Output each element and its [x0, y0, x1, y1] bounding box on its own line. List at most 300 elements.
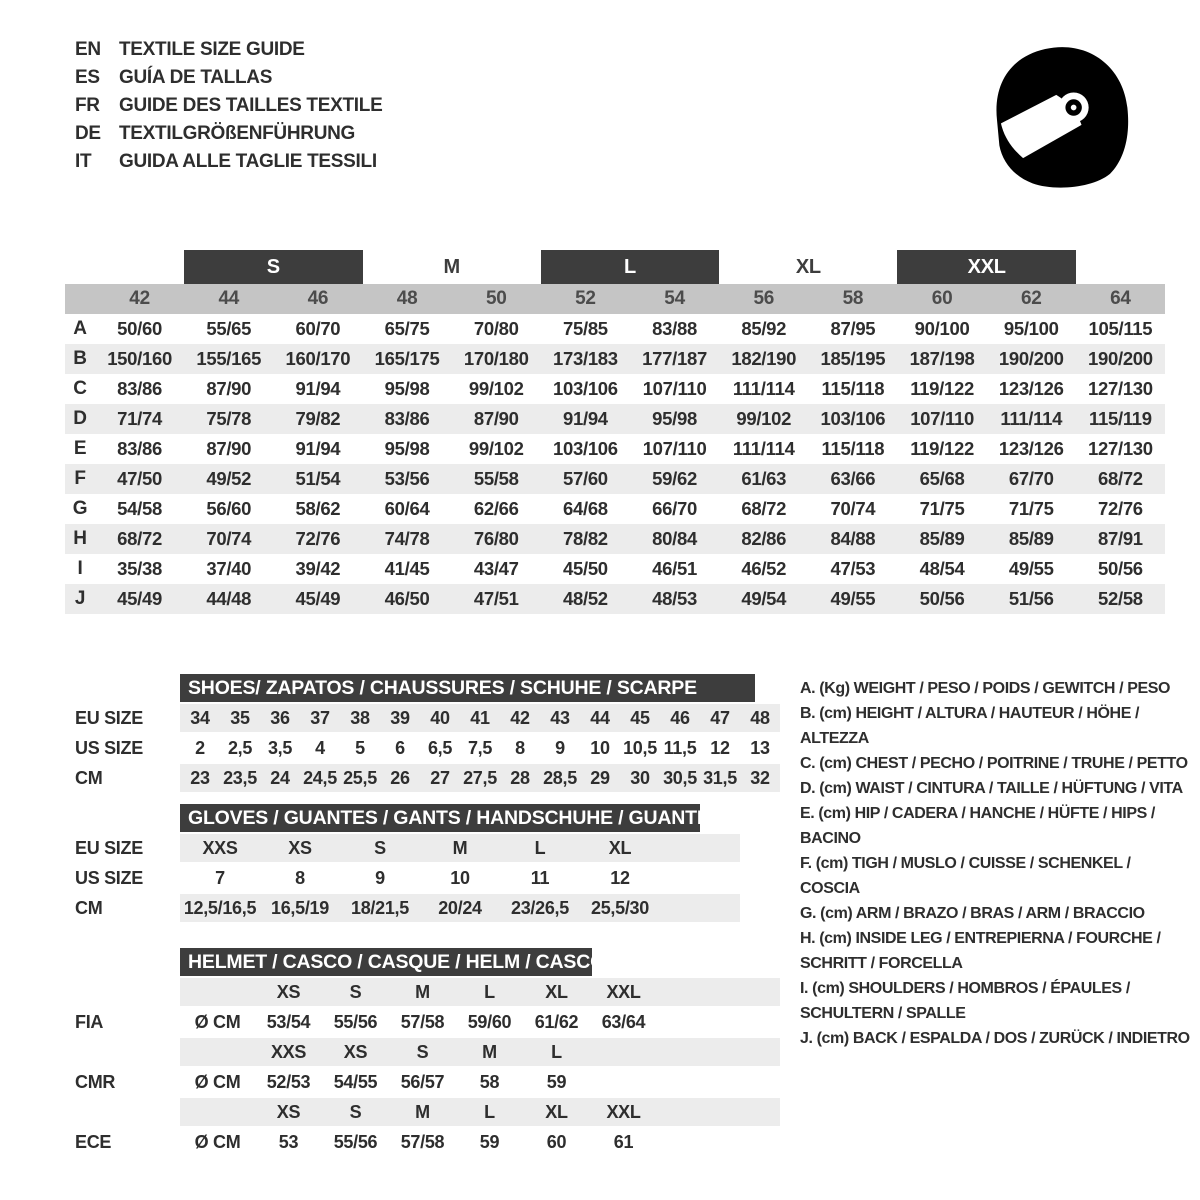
measurement-value: 67/70 [1008, 468, 1054, 489]
shoe-size-value: 8 [515, 737, 525, 758]
helmet-size-value: 60 [546, 1131, 567, 1152]
value-strip [180, 1128, 780, 1156]
helmet-size-value: 54/55 [333, 1071, 378, 1092]
shoe-size-value: 26 [390, 767, 410, 788]
language-title: GUIDA ALLE TAGLIE TESSILI [119, 151, 377, 172]
measurement-value: 46/51 [652, 558, 697, 579]
measurement-value: 70/74 [830, 498, 876, 519]
row-label: CM [75, 897, 103, 918]
helmet-size-label: XS [276, 981, 301, 1002]
shoe-size-value: 10,5 [623, 737, 657, 758]
legend-item: F. (cm) TIGH / MUSLO / CUISSE / SCHENKEL / COSCIA [800, 855, 1131, 897]
measurement-value: 103/106 [820, 408, 886, 429]
helmet-size-label: XS [343, 1041, 368, 1062]
helmet-size-label: XXS [270, 1041, 307, 1062]
measurement-value: 87/90 [473, 408, 519, 429]
measurement-value: 49/55 [1008, 558, 1054, 579]
measurement-value: 87/90 [206, 438, 252, 459]
value-strip [180, 864, 740, 892]
helmet-size-label: S [416, 1041, 429, 1062]
shoe-size-value: 7,5 [467, 737, 493, 758]
helmet-size-value: 57/58 [400, 1011, 445, 1032]
shoe-size-value: 13 [750, 737, 770, 758]
size-row [75, 834, 740, 862]
measurement-value: 165/175 [374, 348, 440, 369]
measurement-value: 50/60 [117, 318, 162, 339]
measurement-row-h [65, 524, 1165, 554]
helmet-sizes-row [75, 978, 780, 1006]
measurement-value: 99/102 [736, 408, 792, 429]
measurement-value: 83/86 [117, 438, 162, 459]
measurement-value: 90/100 [914, 318, 970, 339]
measurement-value: 76/80 [473, 528, 519, 549]
shoes-section-header: SHOES/ ZAPATOS / CHAUSSURES / SCHUHE / SCARPE [180, 674, 755, 702]
helmet-size-value: 57/58 [400, 1131, 445, 1152]
measurement-value: 80/84 [652, 528, 697, 549]
legend-item: I. (cm) SHOULDERS / HOMBROS / ÉPAULES / SCHULTERN / SPALLE [800, 980, 1130, 1022]
measurement-value: 49/55 [830, 588, 876, 609]
size-number: 46 [307, 288, 329, 309]
size-group-m: M [443, 256, 460, 278]
measurement-value: 119/122 [910, 378, 974, 399]
glove-size-value: 25,5/30 [591, 897, 649, 918]
gloves-size-table [75, 804, 740, 924]
language-code: IT [75, 151, 92, 172]
helmet-size-label: M [415, 981, 430, 1002]
numeric-size-header-row [65, 284, 1165, 314]
helmet-size-label: M [482, 1041, 497, 1062]
size-number: 64 [1110, 288, 1131, 309]
helmet-values-row [75, 1128, 780, 1156]
size-number: 54 [664, 288, 685, 309]
measurement-value: 79/82 [295, 408, 341, 429]
size-row [75, 734, 780, 762]
helmet-size-label: S [349, 981, 362, 1002]
helmet-size-label: XXL [606, 1101, 641, 1122]
measurement-value: 87/90 [206, 378, 252, 399]
row-label: A [73, 318, 87, 339]
helmet-size-label: XL [545, 1101, 568, 1122]
measurement-value: 44/48 [206, 588, 252, 609]
size-group-header-row [65, 250, 1165, 284]
size-number: 44 [218, 288, 240, 309]
standard-label: ECE [75, 1131, 112, 1152]
legend-item: E. (cm) HIP / CADERA / HANCHE / HÜFTE / HIPS / BACINO [800, 805, 1155, 847]
size-row [75, 894, 740, 922]
glove-size-value: 20/24 [438, 897, 482, 918]
measurement-value: 74/78 [384, 528, 430, 549]
helmet-size-label: XXL [606, 981, 641, 1002]
value-strip [180, 894, 740, 922]
glove-size-value: S [374, 837, 386, 858]
measurement-value: 46/52 [741, 558, 787, 579]
measurement-row-c [65, 374, 1165, 404]
helmet-size-value: 52/53 [266, 1071, 311, 1092]
measurement-value: 47/53 [830, 558, 876, 579]
language-title-list [75, 36, 382, 176]
standard-label: FIA [75, 1011, 104, 1032]
textile-size-table [65, 250, 1165, 614]
size-number: 58 [842, 288, 864, 309]
measurement-value: 54/58 [117, 498, 162, 519]
measurement-row-i [65, 554, 1165, 584]
measurement-value: 82/86 [741, 528, 787, 549]
helmet-size-label: XL [545, 981, 568, 1002]
measurement-value: 51/54 [295, 468, 341, 489]
row-label: J [74, 588, 86, 609]
measurement-value: 85/92 [741, 318, 787, 339]
shoe-size-value: 38 [350, 707, 370, 728]
shoe-size-value: 48 [750, 707, 770, 728]
language-code: DE [75, 123, 101, 144]
legend-item: C. (cm) CHEST / PECHO / POITRINE / TRUHE / PETTO [800, 755, 1188, 772]
measurement-value: 99/102 [468, 378, 524, 399]
helmet-size-value: 55/56 [333, 1131, 378, 1152]
measurement-value: 39/42 [295, 558, 341, 579]
measurement-value: 55/65 [206, 318, 252, 339]
measurement-value: 123/126 [998, 438, 1064, 459]
shoe-size-value: 5 [355, 737, 365, 758]
shoe-size-value: 47 [710, 707, 730, 728]
measurement-value: 48/53 [652, 588, 697, 609]
shoe-size-value: 41 [470, 707, 490, 728]
measurement-value: 41/45 [384, 558, 430, 579]
measurement-value: 72/76 [295, 528, 341, 549]
legend-item: J. (cm) BACK / ESPALDA / DOS / ZURÜCK / INDIETRO [800, 1030, 1190, 1047]
legend-item: G. (cm) ARM / BRAZO / BRAS / ARM / BRACCIO [800, 905, 1145, 922]
measurement-value: 83/86 [117, 378, 162, 399]
measurement-value: 150/160 [107, 348, 172, 369]
shoe-size-value: 35 [230, 707, 250, 728]
glove-size-value: 12 [610, 867, 630, 888]
measurement-value: 155/165 [196, 348, 262, 369]
measurement-row-a [65, 314, 1165, 344]
helmet-size-value: 59 [479, 1131, 500, 1152]
measurement-value: 66/70 [652, 498, 697, 519]
measurement-value: 45/50 [563, 558, 608, 579]
measurement-row-d [65, 404, 1165, 434]
glove-size-value: 7 [215, 867, 225, 888]
size-group-s: S [184, 250, 362, 284]
measurement-value: 111/114 [732, 378, 795, 399]
value-strip [180, 834, 740, 862]
row-label: US SIZE [75, 737, 143, 758]
glove-size-value: 8 [295, 867, 305, 888]
helmet-size-value: 63/64 [601, 1011, 646, 1032]
measurement-value: 119/122 [910, 438, 974, 459]
row-label: CM [75, 767, 103, 788]
measurement-value: 68/72 [1098, 468, 1143, 489]
measurement-value: 37/40 [206, 558, 252, 579]
measurement-value: 63/66 [830, 468, 876, 489]
measurement-value: 177/187 [642, 348, 707, 369]
shoe-size-value: 9 [555, 737, 565, 758]
language-row [75, 92, 382, 120]
shoe-size-value: 29 [590, 767, 610, 788]
measurement-value: 45/49 [295, 588, 341, 609]
glove-size-value: 9 [375, 867, 385, 888]
shoe-size-value: 34 [190, 707, 210, 728]
row-label: D [73, 408, 87, 429]
measurement-row-j [65, 584, 1165, 614]
shoe-size-value: 6 [395, 737, 405, 758]
measurement-value: 56/60 [206, 498, 252, 519]
measurement-value: 65/75 [384, 318, 430, 339]
language-code: FR [75, 95, 100, 116]
size-number: 42 [129, 288, 150, 309]
measurement-value: 185/195 [820, 348, 886, 369]
measurement-value: 51/56 [1008, 588, 1054, 609]
measurement-value: 115/119 [1089, 408, 1152, 429]
row-label: C [73, 378, 87, 399]
measurement-value: 49/52 [206, 468, 252, 489]
helmet-size-value: 53/54 [266, 1011, 311, 1032]
diameter-unit-label: Ø CM [194, 1071, 241, 1092]
shoe-size-value: 27 [430, 767, 450, 788]
measurement-value: 107/110 [910, 408, 974, 429]
glove-size-value: 18/21,5 [351, 897, 409, 918]
measurement-value: 103/106 [553, 438, 618, 459]
racing-helmet-icon [982, 38, 1140, 196]
shoe-size-value: 24 [270, 767, 290, 788]
measurement-value: 62/66 [473, 498, 519, 519]
legend-item: H. (cm) INSIDE LEG / ENTREPIERNA / FOURCHE / SCHRITT / FORCELLA [800, 930, 1161, 972]
helmet-size-label: S [349, 1101, 362, 1122]
helmet-sizes-row [75, 1098, 780, 1126]
language-code: ES [75, 67, 100, 88]
measurement-row-b [65, 344, 1165, 374]
measurement-value: 187/198 [909, 348, 975, 369]
shoe-size-value: 46 [670, 707, 690, 728]
shoe-size-value: 28,5 [543, 767, 577, 788]
helmet-size-value: 61 [613, 1131, 634, 1152]
measurement-value: 105/115 [1088, 318, 1153, 339]
size-number: 60 [931, 288, 953, 309]
helmet-size-label: L [484, 981, 495, 1002]
language-title: GUIDE DES TAILLES TEXTILE [119, 95, 383, 116]
helmet-size-table [75, 948, 780, 1158]
measurement-value: 47/51 [473, 588, 519, 609]
diameter-unit-label: Ø CM [194, 1011, 241, 1032]
helmet-size-label: L [484, 1101, 495, 1122]
measurement-value: 111/114 [732, 438, 795, 459]
measurement-value: 107/110 [642, 378, 707, 399]
size-strip [180, 1098, 780, 1126]
measurement-value: 70/74 [206, 528, 252, 549]
size-group-l: L [541, 250, 719, 284]
helmet-sizes-row [75, 1038, 780, 1066]
size-group-xxl: XXL [897, 250, 1075, 284]
measurement-value: 83/86 [384, 408, 430, 429]
shoe-size-value: 12 [710, 737, 730, 758]
shoe-size-value: 43 [550, 707, 570, 728]
shoe-size-value: 24,5 [303, 767, 337, 788]
helmet-size-value: 55/56 [333, 1011, 378, 1032]
gloves-section-header: GLOVES / GUANTES / GANTS / HANDSCHUHE / GUANTI [180, 804, 700, 832]
shoe-size-value: 36 [270, 707, 290, 728]
helmet-size-label: XS [276, 1101, 301, 1122]
measurement-value: 103/106 [553, 378, 618, 399]
shoe-size-value: 30,5 [663, 767, 697, 788]
diameter-unit-label: Ø CM [194, 1131, 241, 1152]
size-number: 62 [1020, 288, 1042, 309]
measurement-value: 57/60 [563, 468, 608, 489]
language-row [75, 120, 382, 148]
row-label: G [72, 498, 88, 519]
measurement-row-g [65, 494, 1165, 524]
measurement-value: 115/118 [821, 438, 885, 459]
language-title: TEXTILGRÖßENFÜHRUNG [119, 123, 356, 144]
shoe-size-value: 23,5 [223, 767, 257, 788]
helmet-size-label: L [551, 1041, 562, 1062]
glove-size-value: 23/26,5 [511, 897, 569, 918]
value-strip [180, 1068, 780, 1096]
size-strip [180, 1038, 780, 1066]
shoe-size-value: 27,5 [463, 767, 497, 788]
measurement-value: 85/89 [919, 528, 965, 549]
shoe-size-value: 23 [190, 767, 210, 788]
measurement-value: 87/91 [1098, 528, 1143, 549]
measurement-value: 53/56 [384, 468, 430, 489]
size-number: 56 [753, 288, 775, 309]
size-row [75, 764, 780, 792]
helmet-size-value: 59 [546, 1071, 567, 1092]
measurement-value: 95/98 [384, 438, 430, 459]
measurement-value: 71/74 [117, 408, 162, 429]
measurement-value: 60/70 [295, 318, 341, 339]
glove-size-value: XS [288, 837, 312, 858]
glove-size-value: 12,5/16,5 [183, 897, 257, 918]
measurement-rows [65, 314, 1165, 614]
shoe-size-value: 32 [750, 767, 770, 788]
measurement-value: 87/95 [830, 318, 876, 339]
measurement-row-f [65, 464, 1165, 494]
language-row [75, 64, 382, 92]
measurement-value: 127/130 [1088, 438, 1153, 459]
shoe-size-value: 4 [315, 737, 325, 758]
measurement-value: 64/68 [563, 498, 608, 519]
measurement-value: 190/200 [998, 348, 1064, 369]
measurement-value: 111/114 [1000, 408, 1063, 429]
shoe-size-value: 42 [510, 707, 530, 728]
measurement-value: 78/82 [563, 528, 608, 549]
language-title: GUÍA DE TALLAS [119, 67, 273, 88]
measurement-row-e [65, 434, 1165, 464]
measurement-value: 182/190 [731, 348, 797, 369]
helmet-size-value: 56/57 [400, 1071, 445, 1092]
size-row [75, 704, 780, 732]
measurement-value: 91/94 [295, 378, 341, 399]
measurement-value: 71/75 [919, 498, 965, 519]
language-title: TEXTILE SIZE GUIDE [119, 39, 305, 60]
helmet-size-value: 53 [278, 1131, 299, 1152]
shoe-size-value: 6,5 [427, 737, 453, 758]
measurement-value: 123/126 [998, 378, 1064, 399]
measurement-value: 95/98 [384, 378, 430, 399]
glove-size-value: 11 [530, 867, 550, 888]
measurement-legend [800, 676, 1192, 1051]
measurement-value: 65/68 [919, 468, 965, 489]
size-number: 48 [396, 288, 418, 309]
measurement-value: 49/54 [741, 588, 787, 609]
measurement-value: 52/58 [1098, 588, 1143, 609]
shoe-size-value: 39 [390, 707, 410, 728]
size-number: 50 [485, 288, 507, 309]
shoe-size-value: 11,5 [663, 737, 697, 758]
glove-size-value: M [452, 837, 468, 858]
measurement-value: 45/49 [117, 588, 162, 609]
shoe-size-value: 30 [630, 767, 650, 788]
measurement-value: 48/54 [919, 558, 965, 579]
measurement-value: 127/130 [1088, 378, 1153, 399]
shoe-size-value: 31,5 [703, 767, 737, 788]
legend-item: B. (cm) HEIGHT / ALTURA / HAUTEUR / HÖHE / ALTEZZA [800, 705, 1140, 747]
value-strip [180, 1008, 780, 1036]
helmet-values-row [75, 1068, 780, 1096]
measurement-value: 72/76 [1098, 498, 1143, 519]
helmet-section-header: HELMET / CASCO / CASQUE / HELM / CASCO [180, 948, 592, 976]
glove-size-value: 10 [450, 867, 470, 888]
glove-size-value: XXS [202, 837, 238, 858]
measurement-value: 173/183 [553, 348, 618, 369]
measurement-value: 58/62 [295, 498, 341, 519]
measurement-value: 107/110 [642, 438, 707, 459]
legend-item: A. (Kg) WEIGHT / PESO / POIDS / GEWITCH / PESO [800, 680, 1171, 697]
measurement-value: 84/88 [830, 528, 876, 549]
measurement-value: 68/72 [117, 528, 162, 549]
shoe-size-value: 40 [430, 707, 450, 728]
measurement-value: 75/78 [206, 408, 252, 429]
row-label: B [73, 348, 87, 369]
measurement-value: 95/100 [1003, 318, 1059, 339]
measurement-value: 48/52 [563, 588, 608, 609]
measurement-value: 46/50 [384, 588, 430, 609]
row-label: E [73, 438, 87, 459]
shoe-size-value: 37 [310, 707, 330, 728]
measurement-value: 43/47 [473, 558, 519, 579]
row-label: F [74, 468, 86, 489]
shoe-size-value: 28 [510, 767, 530, 788]
measurement-value: 170/180 [463, 348, 529, 369]
language-code: EN [75, 39, 101, 60]
helmet-size-value: 59/60 [467, 1011, 512, 1032]
language-row [75, 148, 382, 176]
legend-item: D. (cm) WAIST / CINTURA / TAILLE / HÜFTUNG / VITA [800, 780, 1183, 797]
glove-size-value: L [534, 837, 546, 858]
measurement-value: 68/72 [741, 498, 787, 519]
size-strip [180, 978, 780, 1006]
row-label: H [73, 528, 87, 549]
measurement-value: 91/94 [295, 438, 341, 459]
value-strip [180, 764, 780, 792]
value-strip [180, 704, 780, 732]
row-label: US SIZE [75, 867, 143, 888]
row-label: EU SIZE [75, 707, 143, 728]
shoe-size-value: 44 [590, 707, 610, 728]
measurement-value: 115/118 [821, 378, 885, 399]
measurement-value: 71/75 [1008, 498, 1054, 519]
size-row [75, 864, 740, 892]
measurement-value: 83/88 [652, 318, 697, 339]
helmet-size-label: M [415, 1101, 430, 1122]
measurement-value: 99/102 [468, 438, 524, 459]
measurement-value: 70/80 [473, 318, 519, 339]
shoe-size-value: 45 [630, 707, 650, 728]
measurement-value: 95/98 [652, 408, 697, 429]
measurement-value: 91/94 [563, 408, 608, 429]
shoe-size-value: 25,5 [343, 767, 377, 788]
measurement-value: 160/170 [285, 348, 351, 369]
